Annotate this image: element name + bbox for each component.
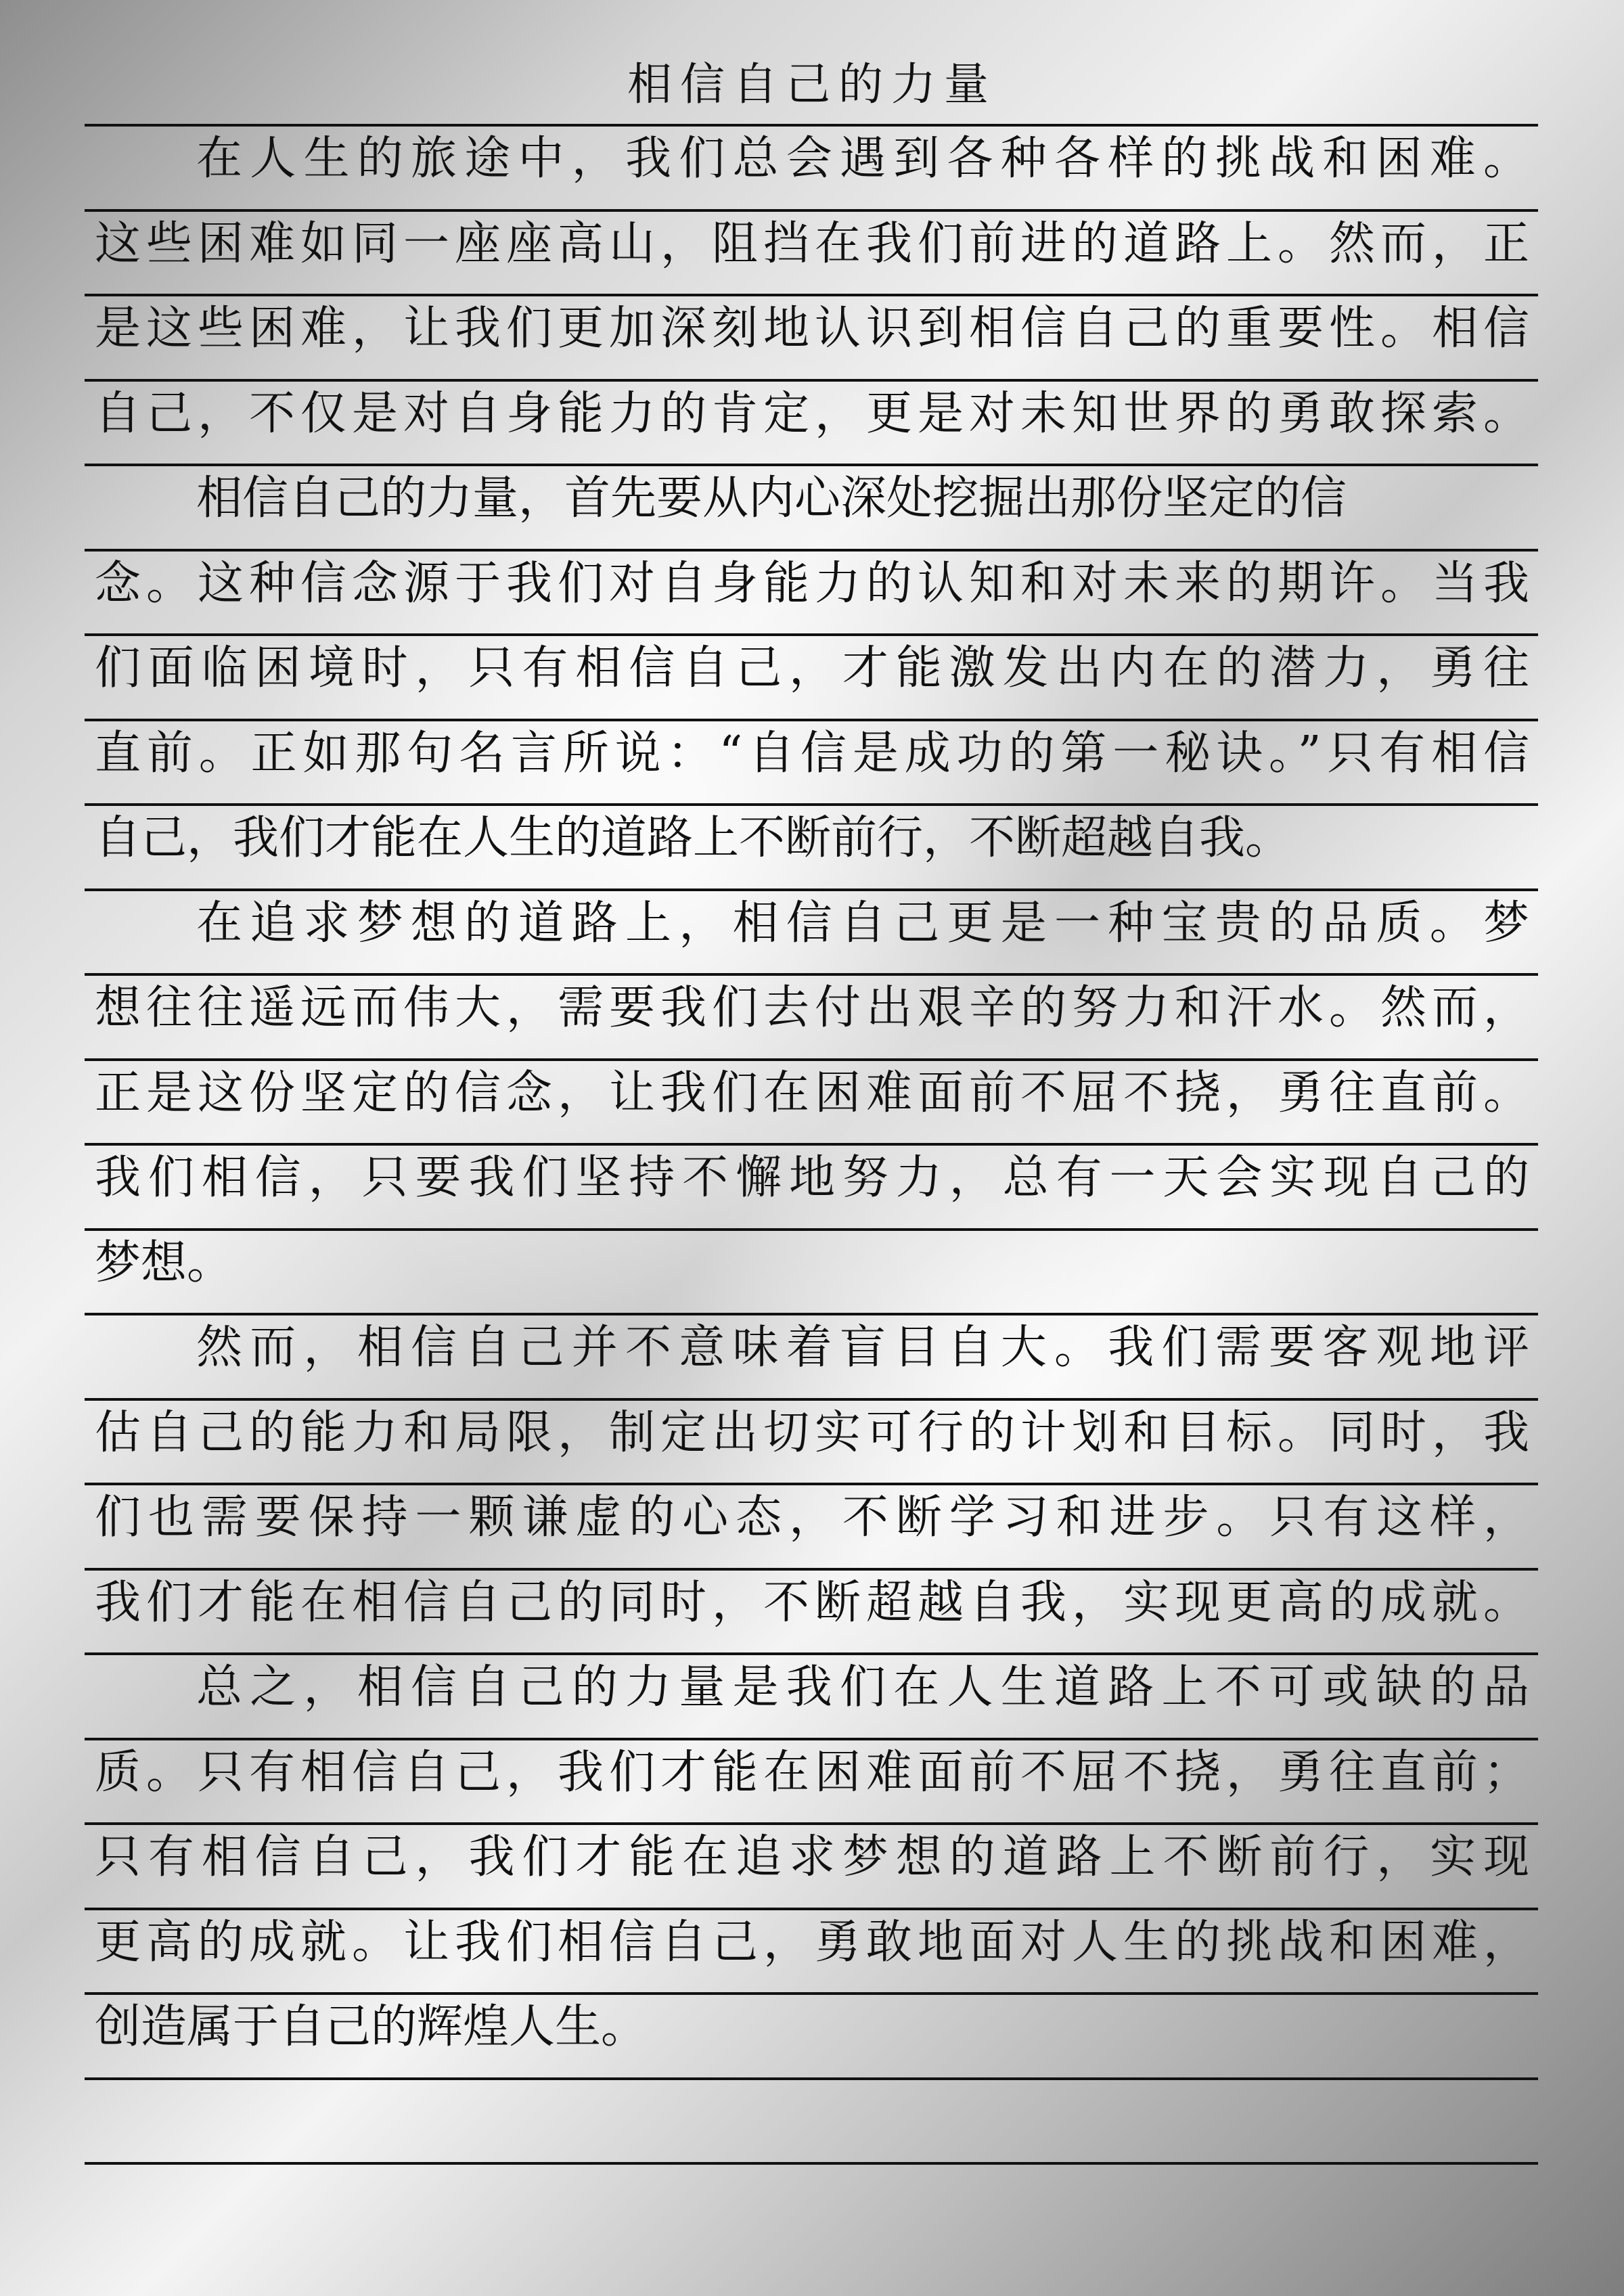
ruled-line [85,633,1538,636]
essay-line: 们面临困境时，只有相信自己，才能激发出内在的潜力，勇往 [95,641,1529,695]
essay-line: 梦想。 [95,1236,233,1290]
ruled-line [85,973,1538,976]
ruled-line [85,803,1538,806]
essay-line: 是这些困难，让我们更加深刻地认识到相信自己的重要性。相信 [95,302,1529,355]
ruled-line [85,294,1538,296]
ruled-line [85,2077,1538,2080]
essay-line: 这些困难如同一座座高山，阻挡在我们前进的道路上。然而，正 [95,217,1529,271]
essay-line: 自己，不仅是对自身能力的肯定，更是对未知世界的勇敢探索。 [95,387,1529,441]
ruled-line [85,1568,1538,1571]
essay-title: 相信自己的力量 [627,58,997,110]
essay-line: 更高的成就。让我们相信自己，勇敢地面对人生的挑战和困难， [95,1916,1529,1969]
ruled-line [85,124,1538,127]
essay-line: 在人生的旅途中，我们总会遇到各种各样的挑战和困难。 [196,132,1529,185]
essay-line: 估自己的能力和局限，制定出切实可行的计划和目标。同时，我 [95,1406,1529,1460]
essay-line: 然而，相信自己并不意味着盲目自大。我们需要客观地评 [196,1321,1529,1374]
ruled-line [85,1483,1538,1485]
ruled-line [85,464,1538,466]
essay-line: 我们相信，只要我们坚持不懈地努力，总有一天会实现自己的 [95,1151,1529,1205]
essay-line: 在追求梦想的道路上，相信自己更是一种宝贵的品质。梦 [196,897,1529,950]
ruled-line [85,1822,1538,1825]
ruled-line [85,719,1538,721]
ruled-line [85,1992,1538,1995]
essay-line: 质。只有相信自己，我们才能在困难面前不屈不挠，勇往直前； [95,1746,1529,1799]
ruled-line [85,1738,1538,1740]
ruled-line [85,1398,1538,1401]
essay-line: 相信自己的力量，首先要从内心深处挖掘出那份坚定的信 [196,472,1347,525]
ruled-line [85,1143,1538,1146]
ruled-line [85,1908,1538,1910]
ruled-line [85,1652,1538,1655]
ruled-line [85,1228,1538,1231]
ruled-line [85,1058,1538,1061]
essay-line: 只有相信自己，我们才能在追求梦想的道路上不断前行，实现 [95,1830,1529,1884]
essay-line: 想往往遥远而伟大，需要我们去付出艰辛的努力和汗水。然而， [95,981,1529,1035]
essay-line: 创造属于自己的辉煌人生。 [95,2000,648,2054]
ruled-line [85,209,1538,212]
essay-line: 正是这份坚定的信念，让我们在困难面前不屈不挠，勇往直前。 [95,1066,1529,1120]
essay-line: 们也需要保持一颗谦虚的心态，不断学习和进步。只有这样， [95,1491,1529,1544]
essay-line: 直前。正如那句名言所说：“自信是成功的第一秘诀。”只有相信 [95,727,1529,780]
essay-line: 自己，我们才能在人生的道路上不断前行，不断超越自我。 [95,811,1292,865]
ruled-line [85,1313,1538,1315]
essay-line: 念。这种信念源于我们对自身能力的认知和对未来的期许。当我 [95,557,1529,610]
essay-line: 总之，相信自己的力量是我们在人生道路上不可或缺的品 [196,1661,1529,1714]
ruled-line [85,2162,1538,2165]
ruled-line [85,379,1538,382]
essay-line: 我们才能在相信自己的同时，不断超越自我，实现更高的成就。 [95,1576,1529,1629]
ruled-line [85,549,1538,552]
ruled-line [85,888,1538,891]
